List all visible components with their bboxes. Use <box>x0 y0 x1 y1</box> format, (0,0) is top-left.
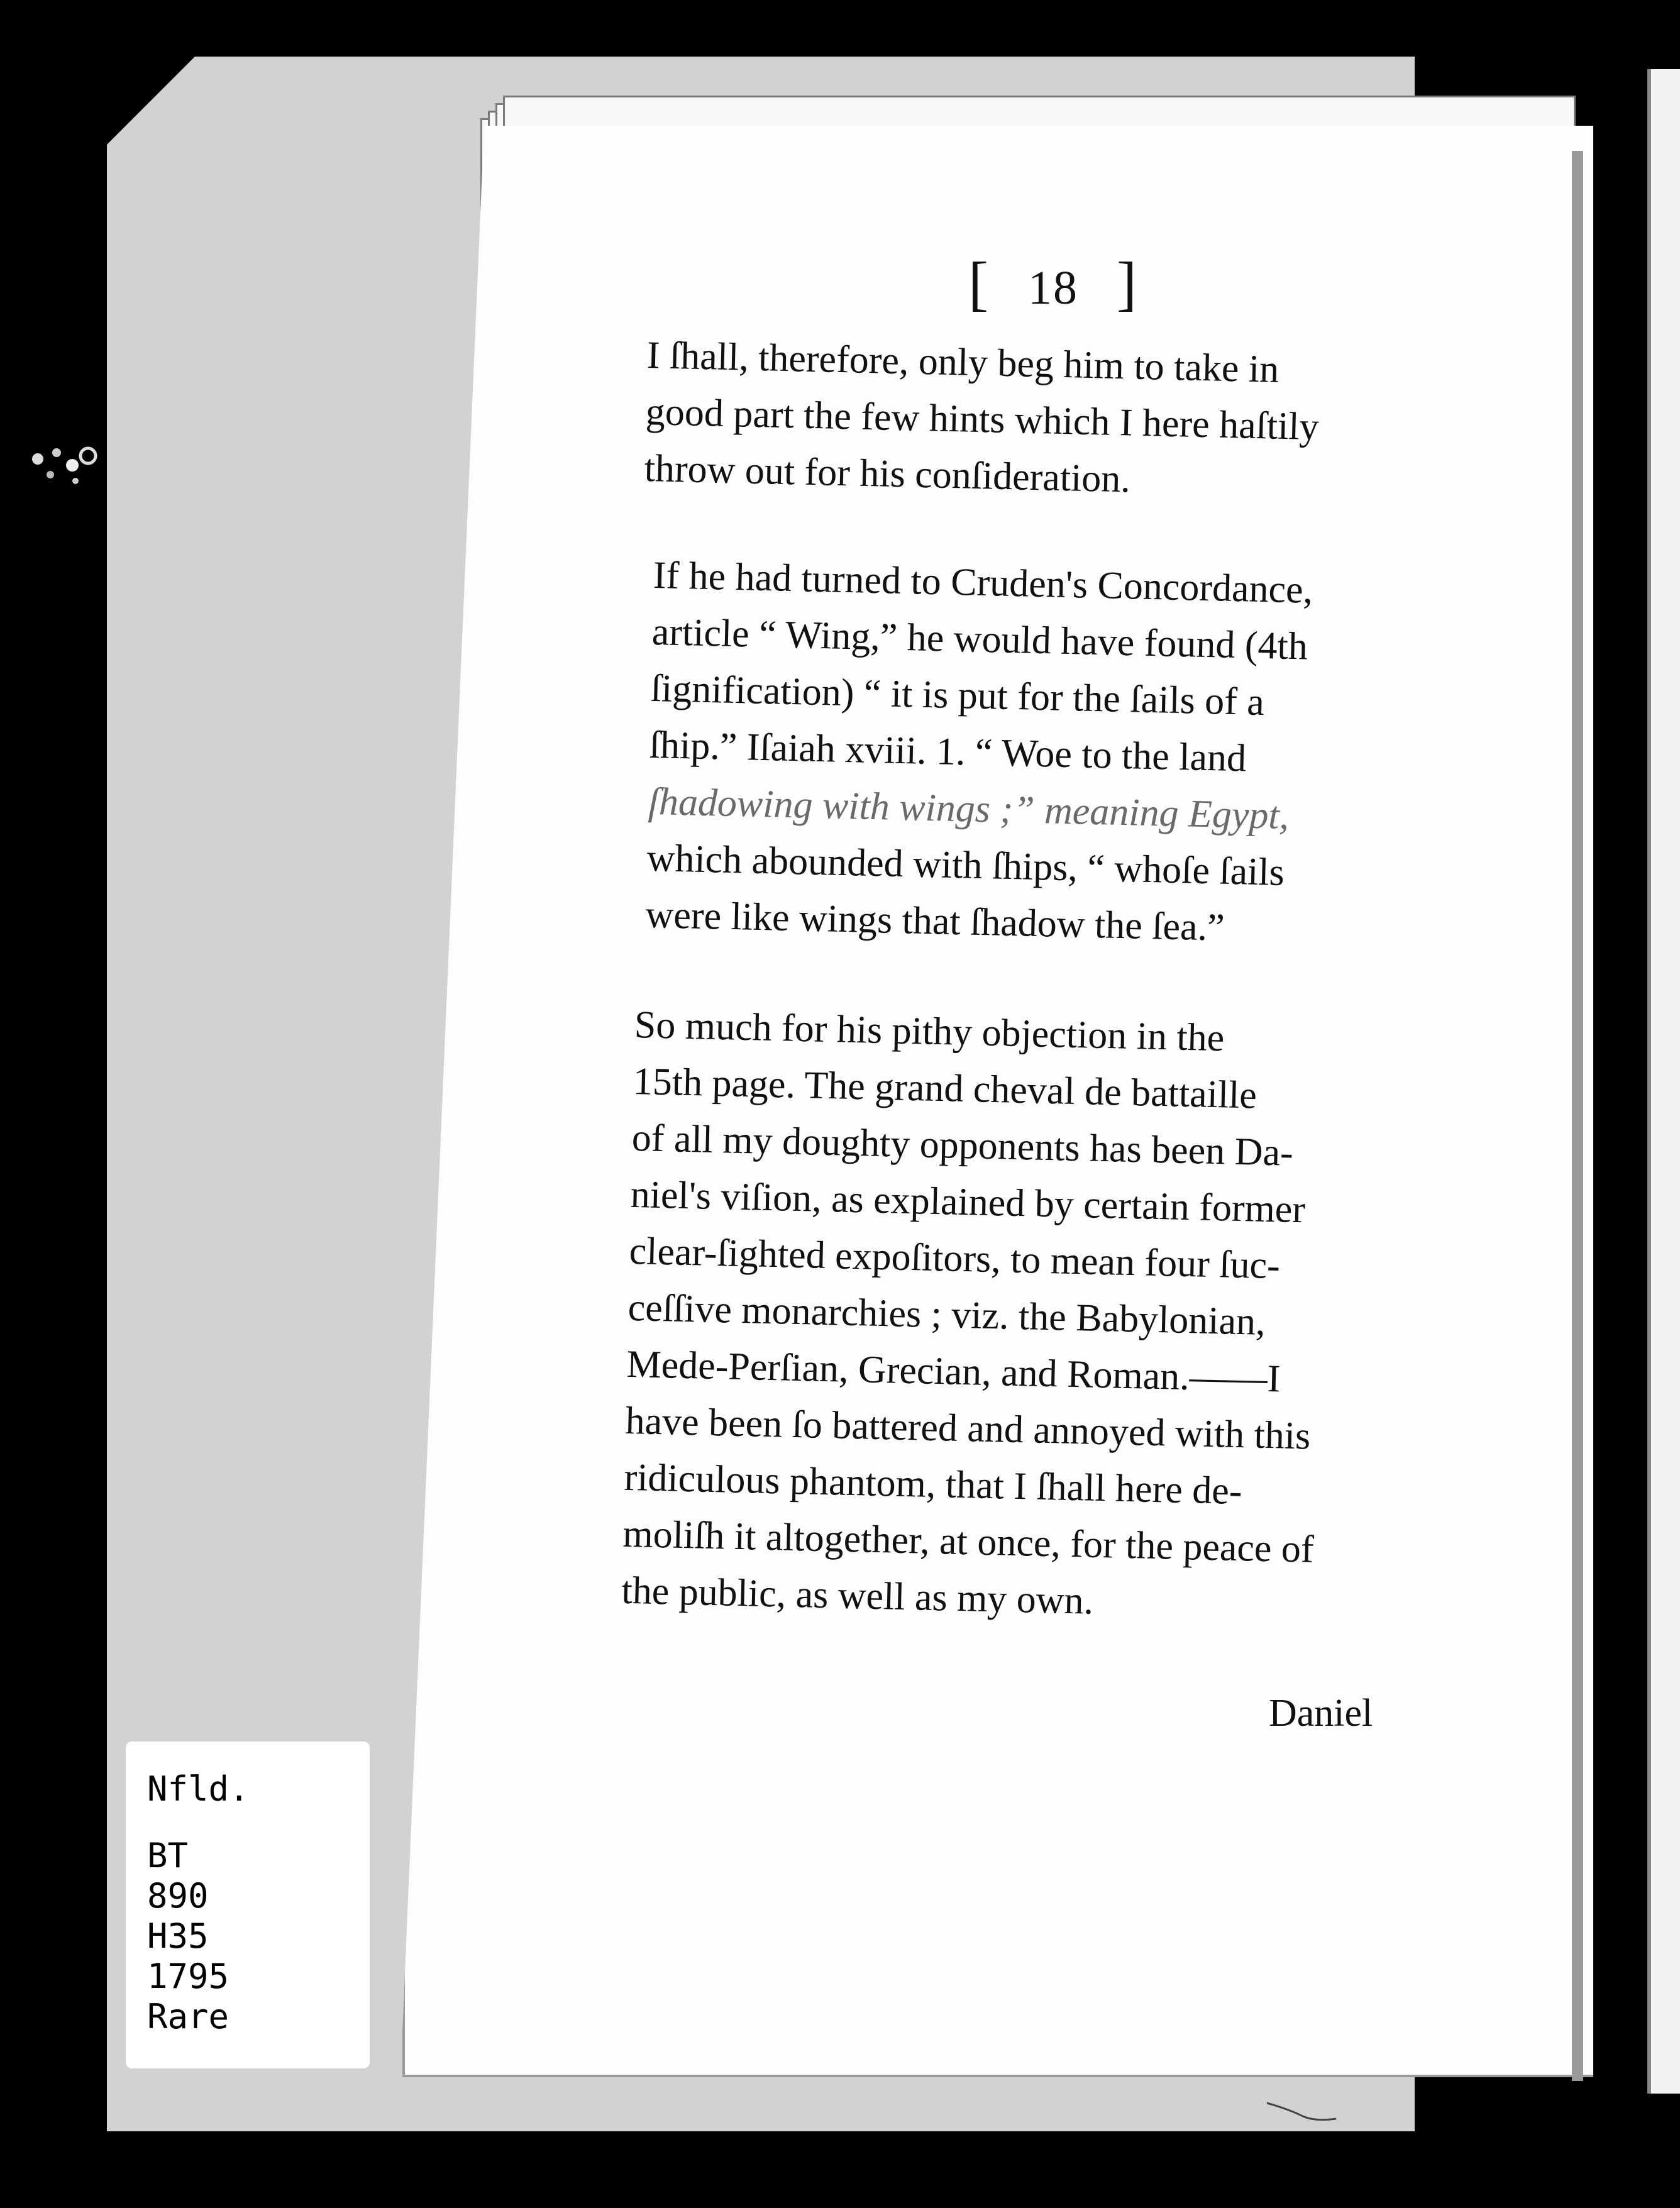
text-line: niel's viſion, as explained by certain former <box>630 1173 1306 1232</box>
text-line: ſignification) “ it is put for the ſails of a <box>650 666 1265 724</box>
text-line: were like wings that ſhadow the ſea.” <box>644 893 1225 949</box>
paragraph-1 <box>644 327 1427 514</box>
page-number: 18 <box>1027 262 1078 314</box>
page-number-header <box>968 248 1138 318</box>
scratch-mark-icon <box>1264 2097 1339 2122</box>
page-gutter-shadow <box>1572 151 1583 2081</box>
label-spacer <box>147 1809 370 1836</box>
text-line: moliſh it altogether, at once, for the peace of <box>622 1512 1315 1571</box>
label-line: 1795 <box>147 1957 229 1996</box>
catchword: Daniel <box>1269 1692 1373 1735</box>
text-line: ſhip.” Iſaiah xviii. 1. “ Woe to the land <box>649 723 1247 780</box>
text-line: of all my doughty opponents has been Da- <box>631 1116 1294 1174</box>
text-line: If he had turned to Cruden's Concordance, <box>653 553 1313 612</box>
call-number-label <box>126 1742 370 2068</box>
label-line: BT <box>147 1836 189 1875</box>
label-line: Rare <box>147 1997 229 2036</box>
text-line-italic: ſhadowing with wings ;” meaning Egypt, <box>648 780 1290 838</box>
paragraph-2 <box>645 547 1434 961</box>
text-line: ridiculous phantom, that I ſhall here de- <box>623 1455 1243 1513</box>
text-line: the public, as well as my own. <box>621 1569 1094 1623</box>
bracket-open: [ <box>968 250 990 317</box>
text-line: good part the few hints which I here haſtily <box>645 390 1320 449</box>
text-line: have been ſo battered and annoyed with this <box>624 1399 1312 1458</box>
label-line: Nfld. <box>147 1769 250 1809</box>
text-line: which abounded with ſhips, “ whoſe ſails <box>646 836 1285 894</box>
dust-speck-icon <box>13 428 107 497</box>
text-line: So much for his pithy objection in the <box>634 1003 1225 1060</box>
label-line: H35 <box>147 1916 209 1956</box>
text-line: throw out for his conſideration. <box>644 446 1131 501</box>
text-line: ceſſive monarchies ; viz. the Babylonian, <box>627 1286 1266 1344</box>
text-line: article “ Wing,” he would have found (4th <box>651 610 1308 668</box>
text-line: I ſhall, therefore, only beg him to take in <box>646 333 1279 391</box>
text-line: Mede-Perſian, Grecian, and Roman.——I <box>626 1342 1281 1401</box>
bracket-close: ] <box>1116 250 1138 317</box>
text-line: 15th page. The grand cheval de battaille <box>633 1059 1257 1117</box>
adjacent-page-edge <box>1647 69 1680 2094</box>
label-line: 890 <box>147 1876 209 1916</box>
paragraph-3 <box>621 996 1421 1637</box>
text-line: clear-ſighted expoſitors, to mean four ſuc- <box>629 1229 1281 1288</box>
